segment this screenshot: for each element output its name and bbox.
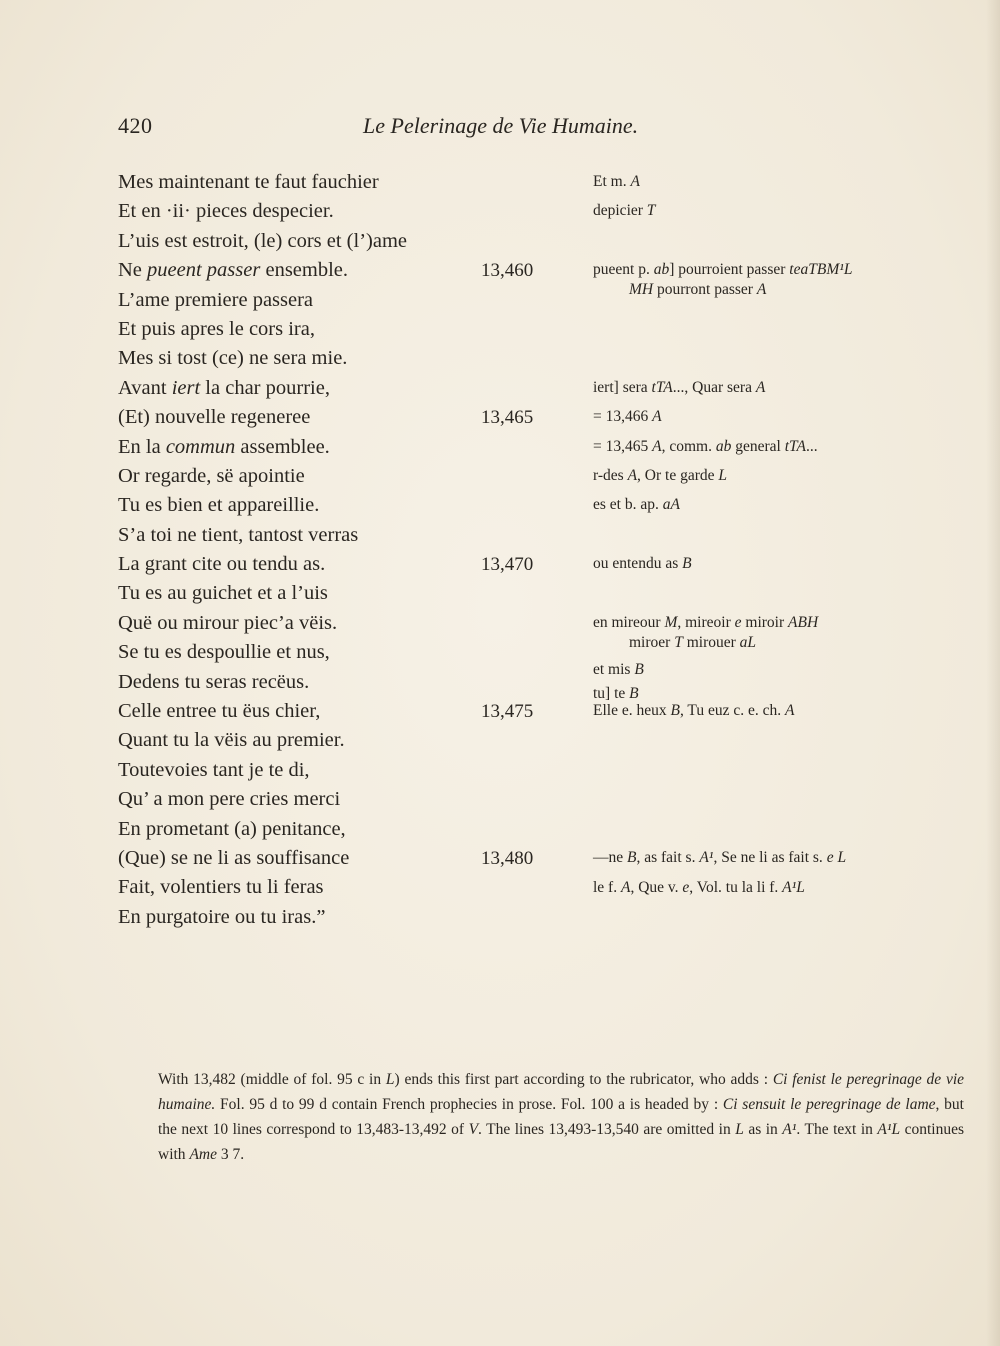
verse-line: Qu’ a mon pere cries merci [118,788,341,811]
variant-note: r-des A, Or te garde L [593,467,727,484]
verse-line: La grant cite ou tendu as. [118,553,326,576]
variant-note: ou entendu as B [593,555,692,573]
variant-note: iert] sera tTA..., Quar sera A [593,378,766,396]
verse-line: L’uis est estroit, (le) cors et (l’)ame [118,229,407,252]
verse-line: Mes si tost (ce) ne sera mie. [118,347,348,370]
verse-line: Quant tu la vëis au premier. [118,729,345,752]
verse-line: Avant iert la char pourrie, [118,376,330,399]
verse-line: Et puis apres le cors ira, [118,317,315,340]
verse-line: Toutevoies tant je te di, [118,758,310,781]
variant-note: = 13,465 A, comm. ab general tTA... [593,437,818,455]
variant-note: en mireour M, mireoir e miroir ABH miroer T mirouer aL [593,614,819,651]
verse-line: Dedens tu seras recëus. [118,670,310,693]
verse-line: (Que) se ne li as souffisance [118,846,350,869]
line-number: 13,475 [481,701,534,723]
variant-note: Elle e. heux B, Tu euz c. e. ch. A [593,702,795,720]
variant-note: es et b. ap. aA [593,496,680,514]
variant-note: pueent p. ab] pourroient passer teaTBM¹L MH pourront passer A [593,261,853,299]
verse-line: Celle entree tu ëus chier, [118,700,321,723]
line-number: 13,470 [481,554,534,576]
verse-line: Et en ·ii· pieces despecier. [118,200,334,223]
verse-line: Mes maintenant te faut fauchier [118,171,379,193]
verse-line: Tu es bien et appareillie. [118,494,320,517]
verse-line: Quë ou mirour piec’a vëis. [118,611,338,634]
variant-note: et mis B [593,661,644,679]
page-edge-shadow [986,0,1000,1346]
variant-note: depicier T [593,202,656,220]
verse-line: Fait, volentiers tu li feras [118,876,324,899]
verse-line: En la commun assemblee. [118,435,330,458]
verse-line: L’ame premiere passera [118,288,314,311]
verse-line: Or regarde, së apointie [118,464,305,487]
verse-line: En prometant (a) penitance, [118,817,346,840]
verse-line: (Et) nouvelle regeneree [118,406,311,429]
footnote: With 13,482 (middle of fol. 95 c in L) ends this first part according to the rubricator, who adds : Ci fenist le peregrinage de vie humaine. Fol. 95 d to 99 d contain French prophecies in prose. Fol. 100 a is headed by : Ci sensuit le peregrinage de lame, but the next 10 lines correspond to 13,483-13,492 of V. The lines 13,493-13,540 are omitted in L as in A¹. The text in A¹L continues with Ame 3 7. [158,1071,965,1163]
line-number: 13,460 [481,260,534,282]
variant-note: tu] te B [593,684,639,702]
running-title: Le Pelerinage de Vie Humaine. [363,113,639,138]
verse-line: Se tu es despoullie et nus, [118,641,330,664]
line-number: 13,480 [481,848,534,870]
verse-column [118,168,488,932]
verse-line: S’a toi ne tient, tantost verras [118,523,359,546]
variant-note: Et m. A [593,173,640,190]
page-header [118,113,778,147]
line-number: 13,465 [481,407,534,429]
variant-note-continuation: miroer T mirouer aL [629,634,757,651]
page-number: 420 [118,113,153,138]
variant-note: le f. A, Que v. e, Vol. tu la li f. A¹L [593,878,805,896]
variant-note: —ne B, as fait s. A¹, Se ne li as fait s. e L [593,849,847,867]
variant-note-continuation: MH pourront passer A [629,281,767,299]
verse-line: Tu es au guichet et a l’uis [118,582,328,605]
verse-line: En purgatoire ou tu iras.” [118,905,326,928]
variant-note: = 13,466 A [593,408,662,426]
verse-line: Ne pueent passer ensemble. [118,259,349,282]
